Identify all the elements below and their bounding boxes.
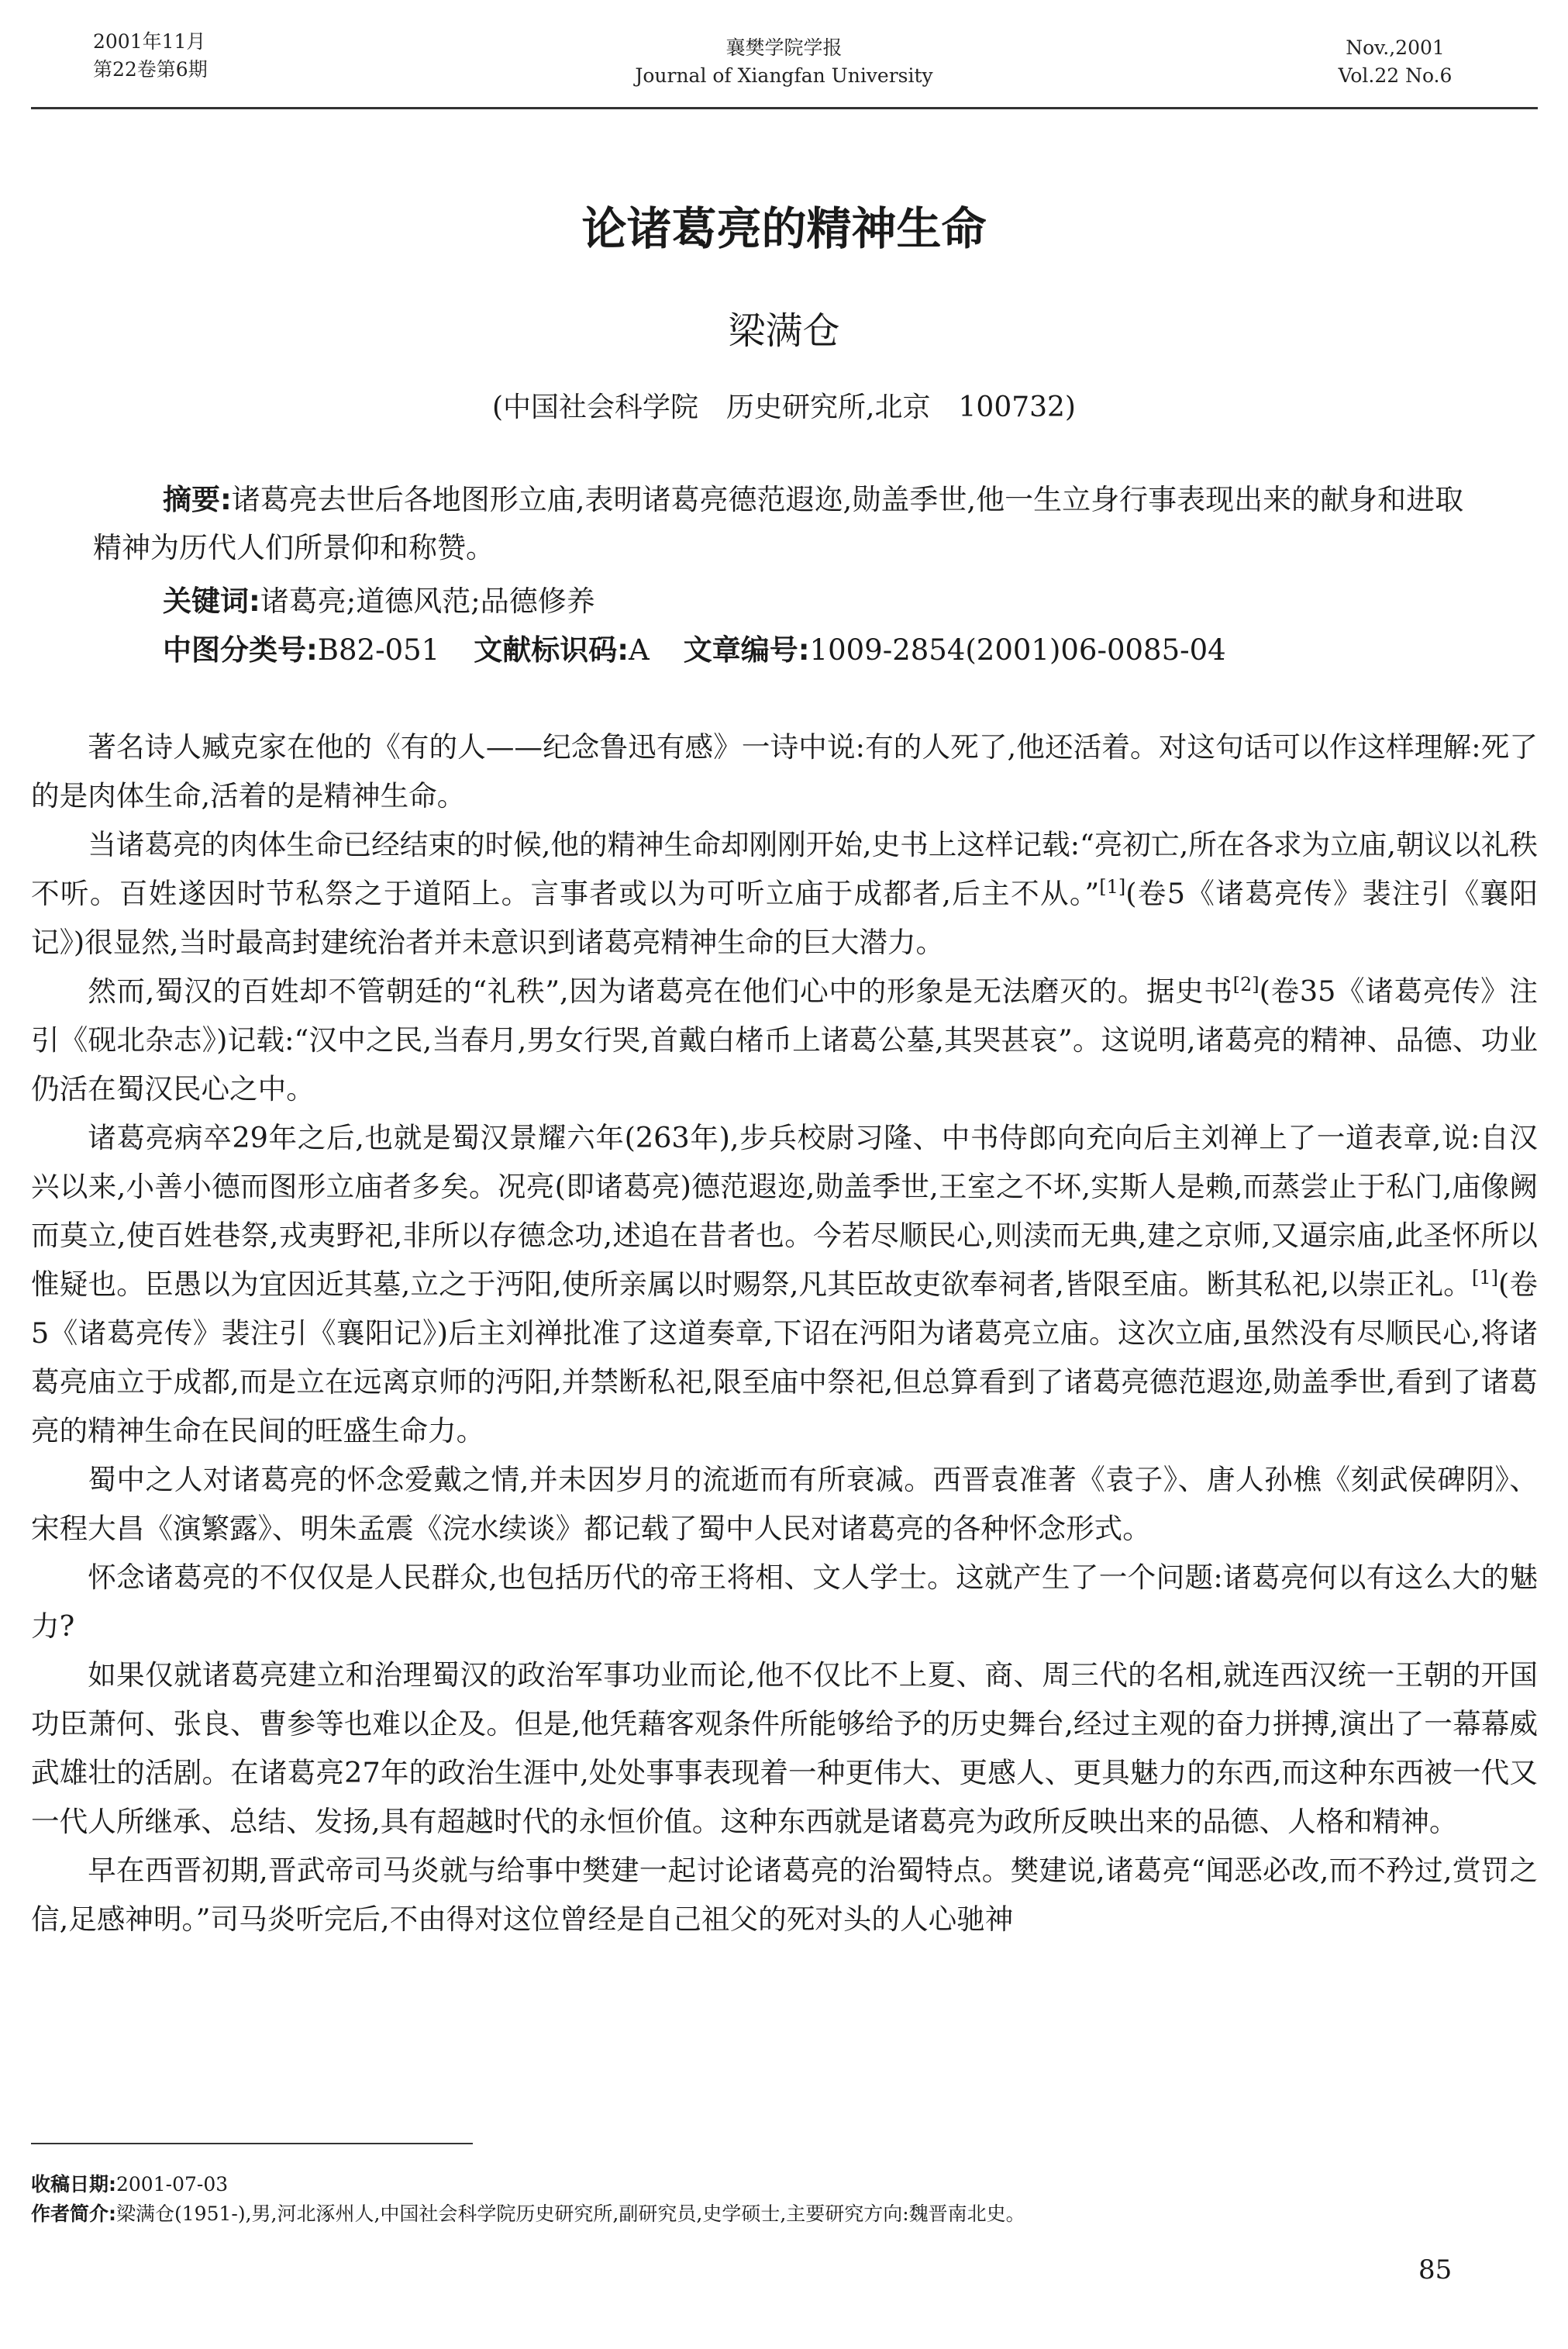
footnote-author-bio: [31, 2200, 1538, 2228]
abstract-label: 摘要:: [163, 483, 232, 516]
abstract-text: 诸葛亮去世后各地图形立庙,表明诸葛亮德范遐迩,勋盖季世,他一生立身行事表现出来的献身和进取精神为历代人们所景仰和称赞。: [93, 483, 1464, 564]
keywords: [93, 578, 1480, 626]
paragraph: 如果仅就诸葛亮建立和治理蜀汉的政治军事功业而论,他不仅比不上夏、商、周三代的名相,就连西汉统一王朝的开国功臣萧何、张良、曹参等也难以企及。但是,他凭藉客观条件所能够给予的历史舞台,经过主观的奋力拼搏,演出了一幕幕威武雄壮的活剧。在诸葛亮27年的政治生涯中,处处事事表现着一种更伟大、更感人、更具魅力的东西,而这种东西被一代又一代人所继承、总结、发扬,具有超越时代的永恒价值。这种东西就是诸葛亮为政所反映出来的品德、人格和精神。: [31, 1658, 1538, 1838]
paragraph: [31, 1113, 1538, 1455]
paragraph-text: 诸葛亮病卒29年之后,也就是蜀汉景耀六年(263年),步兵校尉习隆、中书侍郎向充向后主刘禅上了一道表章,说:自汉兴以来,小善小德而图形立庙者多矣。况亮(即诸葛亮)德范遐迩,勋盖季世,王室之不坏,实斯人是赖,而蒸尝止于私门,庙像阙而莫立,使百姓巷祭,戎夷野祀,非所以存德念功,述追在昔者也。今若尽顺民心,则渎而无典,建之京师,又逼宗庙,此圣怀所以惟疑也。臣愚以为宜因近其墓,立之于沔阳,使所亲属以时赐祭,凡其臣故吏欲奉祠者,皆限至庙。断其私祀,以崇正礼。: [31, 1121, 1538, 1301]
paragraph: 早在西晋初期,晋武帝司马炎就与给事中樊建一起讨论诸葛亮的治蜀特点。樊建说,诸葛亮“闻恶必改,而不矜过,赏罚之信,足感神明。”司马炎听完后,不由得对这位曾经是自己祖父的死对头的人心驰神: [31, 1854, 1538, 1936]
paragraph: 怀念诸葛亮的不仅仅是人民群众,也包括历代的帝王将相、文人学士。这就产生了一个问题:诸葛亮何以有这么大的魅力?: [31, 1561, 1538, 1643]
received-label: 收稿日期:: [31, 2173, 116, 2196]
received-value: 2001-07-03: [116, 2173, 229, 2196]
paragraph: [31, 820, 1538, 967]
article-id-value: 1009-2854(2001)06-0085-04: [809, 633, 1226, 667]
header-journal-en: Journal of Xiangfan University: [635, 64, 933, 87]
header-date-en: Nov.,2001: [1346, 36, 1445, 59]
citation-ref: [1]: [1471, 1266, 1498, 1288]
paragraph: [31, 967, 1538, 1113]
running-header: [0, 0, 1568, 109]
article-title: 论诸葛亮的精神生命: [581, 202, 987, 255]
page-number: 85: [1418, 2254, 1453, 2285]
doc-code-label: 文献标识码:: [474, 633, 629, 667]
article-id-label: 文章编号:: [683, 633, 810, 667]
keywords-label: 关键词:: [163, 585, 260, 618]
classification-line: [93, 626, 1480, 674]
citation-ref: [2]: [1232, 973, 1260, 995]
footnote-rule: [31, 2143, 473, 2144]
paragraph-text: (卷5《诸葛亮传》裴注引《襄阳记》)后主刘禅批准了这道奏章,下诏在沔阳为诸葛亮立庙。这次立庙,虽然没有尽顺民心,将诸葛亮庙立于成都,而是立在远离京师的沔阳,并禁断私祀,限至庙中祭祀,但总算看到了诸葛亮德范遐迩,勋盖季世,看到了诸葛亮的精神生命在民间的旺盛生命力。: [31, 1268, 1538, 1447]
bio-value: 梁满仓(1951-),男,河北涿州人,中国社会科学院历史研究所,副研究员,史学硕士,主要研究方向:魏晋南北史。: [116, 2202, 1025, 2225]
citation-ref: [1]: [1099, 875, 1126, 898]
paragraph: 著名诗人臧克家在他的《有的人——纪念鲁迅有感》一诗中说:有的人死了,他还活着。对这句话可以作这样理解:死了的是肉体生命,活着的是精神生命。: [31, 730, 1538, 812]
keywords-text: 诸葛亮;道德风范;品德修养: [260, 585, 595, 618]
paragraph-text: (卷35《诸葛亮传》注引《砚北杂志》)记载:“汉中之民,当春月,男女行哭,首戴白楮币上诸葛公墓,其哭甚哀”。这说明,诸葛亮的精神、品德、功业仍活在蜀汉民心之中。: [31, 974, 1538, 1106]
doc-code-value: A: [629, 633, 650, 667]
paragraph-text: 当诸葛亮的肉体生命已经结束的时候,他的精神生命却刚刚开始,史书上这样记载:“亮初亡,所在各求为立庙,朝议以礼秩不听。百姓遂因时节私祭之于道陌上。言事者或以为可听立庙于成都者,后主不从。”: [31, 828, 1538, 910]
abstract: [93, 476, 1480, 572]
paragraph-text: 然而,蜀汉的百姓却不管朝廷的“礼秩”,因为诸葛亮在他们心中的形象是无法磨灭的。据史书: [88, 974, 1233, 1008]
paragraph: 蜀中之人对诸葛亮的怀念爱戴之情,并未因岁月的流逝而有所衰减。西晋袁准著《袁子》、唐人孙樵《刻武侯碑阴》、宋程大昌《演繁露》、明朱孟震《浣水续谈》都记载了蜀中人民对诸葛亮的各种怀念形式。: [31, 1463, 1538, 1545]
header-volume-cn: 第22卷第6期: [93, 58, 208, 81]
paragraph-text: (卷5《诸葛亮传》裴注引《襄阳记》)很显然,当时最高封建统治者并未意识到诸葛亮精神生命的巨大潜力。: [31, 877, 1538, 959]
body-text: [31, 723, 1538, 1944]
article-author: 梁满仓: [728, 309, 840, 353]
footnote-received: [31, 2171, 1538, 2199]
header-volume-en: Vol.22 No.6: [1338, 64, 1453, 87]
bio-label: 作者简介:: [31, 2202, 116, 2225]
header-date-cn: 2001年11月: [93, 30, 206, 53]
header-right: [1310, 34, 1480, 90]
header-journal-cn: 襄樊学院学报: [725, 36, 843, 59]
header-rule: [31, 107, 1538, 109]
author-affiliation: (中国社会科学院 历史研究所,北京 100732): [492, 392, 1076, 423]
clc-value: B82-051: [317, 633, 440, 667]
clc-label: 中图分类号:: [163, 633, 318, 667]
